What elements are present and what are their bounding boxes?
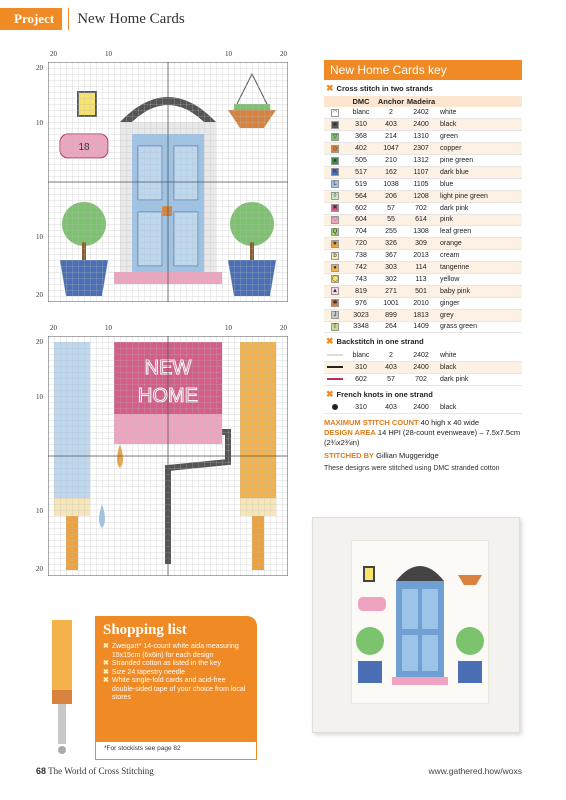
symbol-swatch: ★ [332,240,338,247]
symbol-swatch: ■ [331,121,339,129]
key-color-name: light pine green [436,190,522,202]
symbol-swatch: ✖ [332,205,338,212]
key-madeira: 2013 [406,250,436,262]
key-madeira: 2400 [406,402,436,414]
key-madeira: 1308 [406,226,436,238]
key-symbol [324,226,346,238]
axis-label-side-top: 20 [36,338,43,346]
axis-label-top-mid-left: 10 [105,324,112,332]
key-section-cross: ✖ Cross stitch in two strands [326,83,433,93]
key-color-name: black [436,361,522,373]
key-symbol [324,321,346,333]
chart-2-grid [48,336,288,576]
key-row [324,226,522,238]
key-madeira: 1107 [406,166,436,178]
key-row [324,321,522,333]
key-dmc: 602 [346,373,376,385]
axis-label-side-mid-bottom: 10 [36,233,43,241]
key-color-name: dark pink [436,373,522,385]
key-dmc: 819 [346,285,376,297]
key-color-name: dark pink [436,202,522,214]
key-dmc: 564 [346,190,376,202]
key-row [324,131,522,143]
backstitch-line [327,354,343,356]
key-madeira: 1312 [406,155,436,167]
cross-icon: ✖ [326,83,334,93]
key-symbol [324,349,346,361]
col-dmc: DMC [346,96,376,107]
french-knot-table [324,402,522,414]
cross-stitch-table [324,96,522,333]
key-color-name: white [436,107,522,119]
shopping-item [103,660,249,669]
key-symbol [324,273,346,285]
key-anchor: 57 [376,373,406,385]
key-madeira: 114 [406,262,436,274]
symbol-swatch: ♦ [331,157,339,165]
key-color-name: grass green [436,321,522,333]
key-dmc: 743 [346,273,376,285]
key-row [324,107,522,119]
key-row [324,202,522,214]
key-color-name: pink [436,214,522,226]
key-madeira: 702 [406,202,436,214]
symbol-swatch: ♡ [332,216,338,223]
shopping-item-text: Zweigart* 14-count white aida measuring 15x15cm (6x6in) for each design [111,643,239,659]
key-symbol [324,262,346,274]
key-symbol [324,309,346,321]
key-color-name: leaf green [436,226,522,238]
section-tag: Project [0,8,62,30]
key-symbol [324,119,346,131]
symbol-swatch: Q [332,228,338,235]
key-row [324,238,522,250]
key-row [324,119,522,131]
key-dmc: blanc [346,349,376,361]
cross-icon: ✖ [103,660,109,667]
chart-new-home-door [36,50,288,302]
key-color-name: yellow [436,273,522,285]
page-title: New Home Cards [77,10,185,27]
key-color-name: black [436,119,522,131]
key-madeira: 2010 [406,297,436,309]
chart-1-grid [48,62,288,302]
key-symbol [324,202,346,214]
key-color-name: black [436,402,522,414]
key-section-french: ✖ French knots in one strand [326,388,433,399]
axis-label-top-mid-left: 10 [105,50,112,58]
key-symbol [324,373,346,385]
key-row [324,349,522,361]
page-header [0,8,185,30]
key-color-name: cream [436,250,522,262]
backstitch-table [324,349,522,385]
key-color-name: pine green [436,155,522,167]
shopping-item-text: White single-fold cards and acid-free double-sided tape of your choice from local stores [111,677,246,701]
symbol-swatch: ✱ [332,300,338,307]
symbol-swatch: ● [331,264,339,272]
key-dmc: 720 [346,238,376,250]
cross-icon: ✖ [103,643,109,650]
key-symbol [324,166,346,178]
key-color-name: white [436,349,522,361]
key-anchor: 303 [376,262,406,274]
axis-label-top-right: 20 [280,324,287,332]
key-row [324,155,522,167]
stitched-design-illustration [352,541,488,703]
thread-note: These designs were stitched using DMC stranded cotton [324,464,500,472]
key-section-backstitch: ✖ Backstitch in one strand [326,336,424,347]
axis-label-side-mid-top: 10 [36,393,43,401]
key-anchor: 403 [376,402,406,414]
french-knot-dot [332,404,338,410]
cross-icon: ✖ [103,668,109,676]
key-madeira: 2402 [406,107,436,119]
symbol-swatch: J [331,311,339,319]
col-madeira: Madeira [406,97,436,106]
key-madeira: 1105 [406,178,436,190]
axis-label-top-left: 20 [50,324,57,332]
key-anchor: 206 [376,190,406,202]
key-row [324,143,522,155]
key-row [324,285,522,297]
key-anchor: 1001 [376,297,406,309]
key-anchor: 2 [376,349,406,361]
axis-label-top-mid-right: 10 [225,50,232,58]
key-anchor: 255 [376,226,406,238]
key-dmc: 310 [346,402,376,414]
shopping-title: Shopping list [103,622,187,638]
shopping-item-text: Stranded cotton as listed in the key [111,660,221,667]
key-color-name: tangerine [436,262,522,274]
key-symbol [324,155,346,167]
key-color-name: green [436,131,522,143]
key-madeira: 614 [406,214,436,226]
key-row [324,402,522,414]
symbol-swatch: ◠ [332,109,338,116]
axis-label-side-top: 20 [36,64,43,72]
col-anchor: Anchor [377,97,405,106]
symbol-swatch: ◇ [332,145,338,152]
key-symbol [324,143,346,155]
stitch-meta: MAXIMUM STITCH COUNT 40 high x 40 wide DESIGN AREA 14 HPI (28-count evenweave) – 7.5x7.5cm (2¾x2¾in) STITCHED BY Gillian Muggeridge [324,417,521,460]
header-divider [68,8,69,30]
page-number: 68 [36,766,47,776]
key-symbol [324,190,346,202]
shopping-list [95,616,257,742]
key-color-name: blue [436,178,522,190]
key-symbol [324,214,346,226]
shopping-footnote: *For stockists see page 82 [95,742,257,760]
shopping-item [103,677,249,703]
key-dmc: 517 [346,166,376,178]
symbol-swatch: L [331,180,339,188]
stitch-key [324,60,522,472]
key-dmc: 704 [346,226,376,238]
axis-label-side-bottom: 20 [36,291,43,299]
key-row [324,190,522,202]
footer-left [36,766,154,776]
axis-label-side-bottom: 20 [36,565,43,573]
symbol-swatch: T [331,323,339,331]
symbol-swatch: ▽ [332,133,338,140]
key-row [324,262,522,274]
key-anchor: 403 [376,119,406,131]
key-anchor: 57 [376,202,406,214]
key-anchor: 326 [376,238,406,250]
key-madeira: 2400 [406,119,436,131]
key-anchor: 1047 [376,143,406,155]
key-row [324,361,522,373]
key-dmc: blanc [346,107,376,119]
key-color-name: dark blue [436,166,522,178]
key-madeira: 501 [406,285,436,297]
symbol-swatch: ◊ [331,192,339,200]
key-dmc: 604 [346,214,376,226]
key-row [324,273,522,285]
cross-icon: ✖ [326,388,334,399]
key-dmc: 602 [346,202,376,214]
shopping-item-text: Size 24 tapestry needle [111,668,186,676]
key-color-name: baby pink [436,285,522,297]
footer-url: www.gathered.how/woxs [428,766,522,776]
axis-label-top-left: 20 [50,50,57,58]
symbol-swatch: ▲ [332,288,338,295]
symbol-swatch: K [332,169,337,176]
key-symbol [324,285,346,297]
key-row [324,297,522,309]
key-symbol [324,361,346,373]
key-madeira: 1813 [406,309,436,321]
key-symbol [324,131,346,143]
axis-label-side-mid-top: 10 [36,119,43,127]
key-anchor: 271 [376,285,406,297]
axis-label-top-mid-right: 10 [225,324,232,332]
key-dmc: 976 [346,297,376,309]
key-anchor: 403 [376,361,406,373]
shopping-item [103,669,249,678]
key-dmc: 402 [346,143,376,155]
cross-icon: ✖ [103,677,109,684]
key-madeira: 702 [406,373,436,385]
stitched-design [351,540,489,704]
key-symbol [324,402,346,414]
key-madeira: 2307 [406,143,436,155]
key-dmc: 310 [346,361,376,373]
key-row [324,178,522,190]
key-row [324,309,522,321]
key-symbol [324,107,346,119]
key-symbol [324,297,346,309]
key-title: New Home Cards key [324,60,522,80]
key-anchor: 899 [376,309,406,321]
key-symbol [324,238,346,250]
key-dmc: 742 [346,262,376,274]
axis-label-top-right: 20 [280,50,287,58]
key-madeira: 309 [406,238,436,250]
cross-icon: ✖ [326,336,334,347]
key-row [324,166,522,178]
backstitch-line [327,366,343,368]
key-dmc: 519 [346,178,376,190]
axis-label-side-mid-bottom: 10 [36,507,43,515]
key-color-name: copper [436,143,522,155]
key-anchor: 264 [376,321,406,333]
key-madeira: 1310 [406,131,436,143]
key-anchor: 1038 [376,178,406,190]
key-dmc: 310 [346,119,376,131]
shopping-item [103,643,249,660]
key-row [324,250,522,262]
key-color-name: grey [436,309,522,321]
backstitch-line [327,378,343,380]
chart-new-home-brushes [36,324,288,576]
key-anchor: 214 [376,131,406,143]
key-madeira: 1208 [406,190,436,202]
key-anchor: 302 [376,273,406,285]
key-madeira: 2402 [406,349,436,361]
key-symbol [324,250,346,262]
key-row [324,373,522,385]
key-madeira: 2400 [406,361,436,373]
key-anchor: 210 [376,155,406,167]
symbol-swatch: b [331,252,339,260]
key-symbol [324,178,346,190]
key-dmc: 3348 [346,321,376,333]
key-anchor: 162 [376,166,406,178]
finished-card-photo [312,517,520,733]
key-anchor: 55 [376,214,406,226]
symbol-swatch: ◯ [332,276,339,283]
key-color-name: ginger [436,297,522,309]
key-dmc: 368 [346,131,376,143]
key-anchor: 367 [376,250,406,262]
key-dmc: 738 [346,250,376,262]
key-dmc: 3023 [346,309,376,321]
key-color-name: orange [436,238,522,250]
key-row [324,214,522,226]
key-dmc: 505 [346,155,376,167]
paintbrush-illustration [42,620,82,760]
magazine-name: The World of Cross Stitching [48,766,154,776]
key-madeira: 113 [406,273,436,285]
key-anchor: 2 [376,107,406,119]
key-madeira: 1409 [406,321,436,333]
